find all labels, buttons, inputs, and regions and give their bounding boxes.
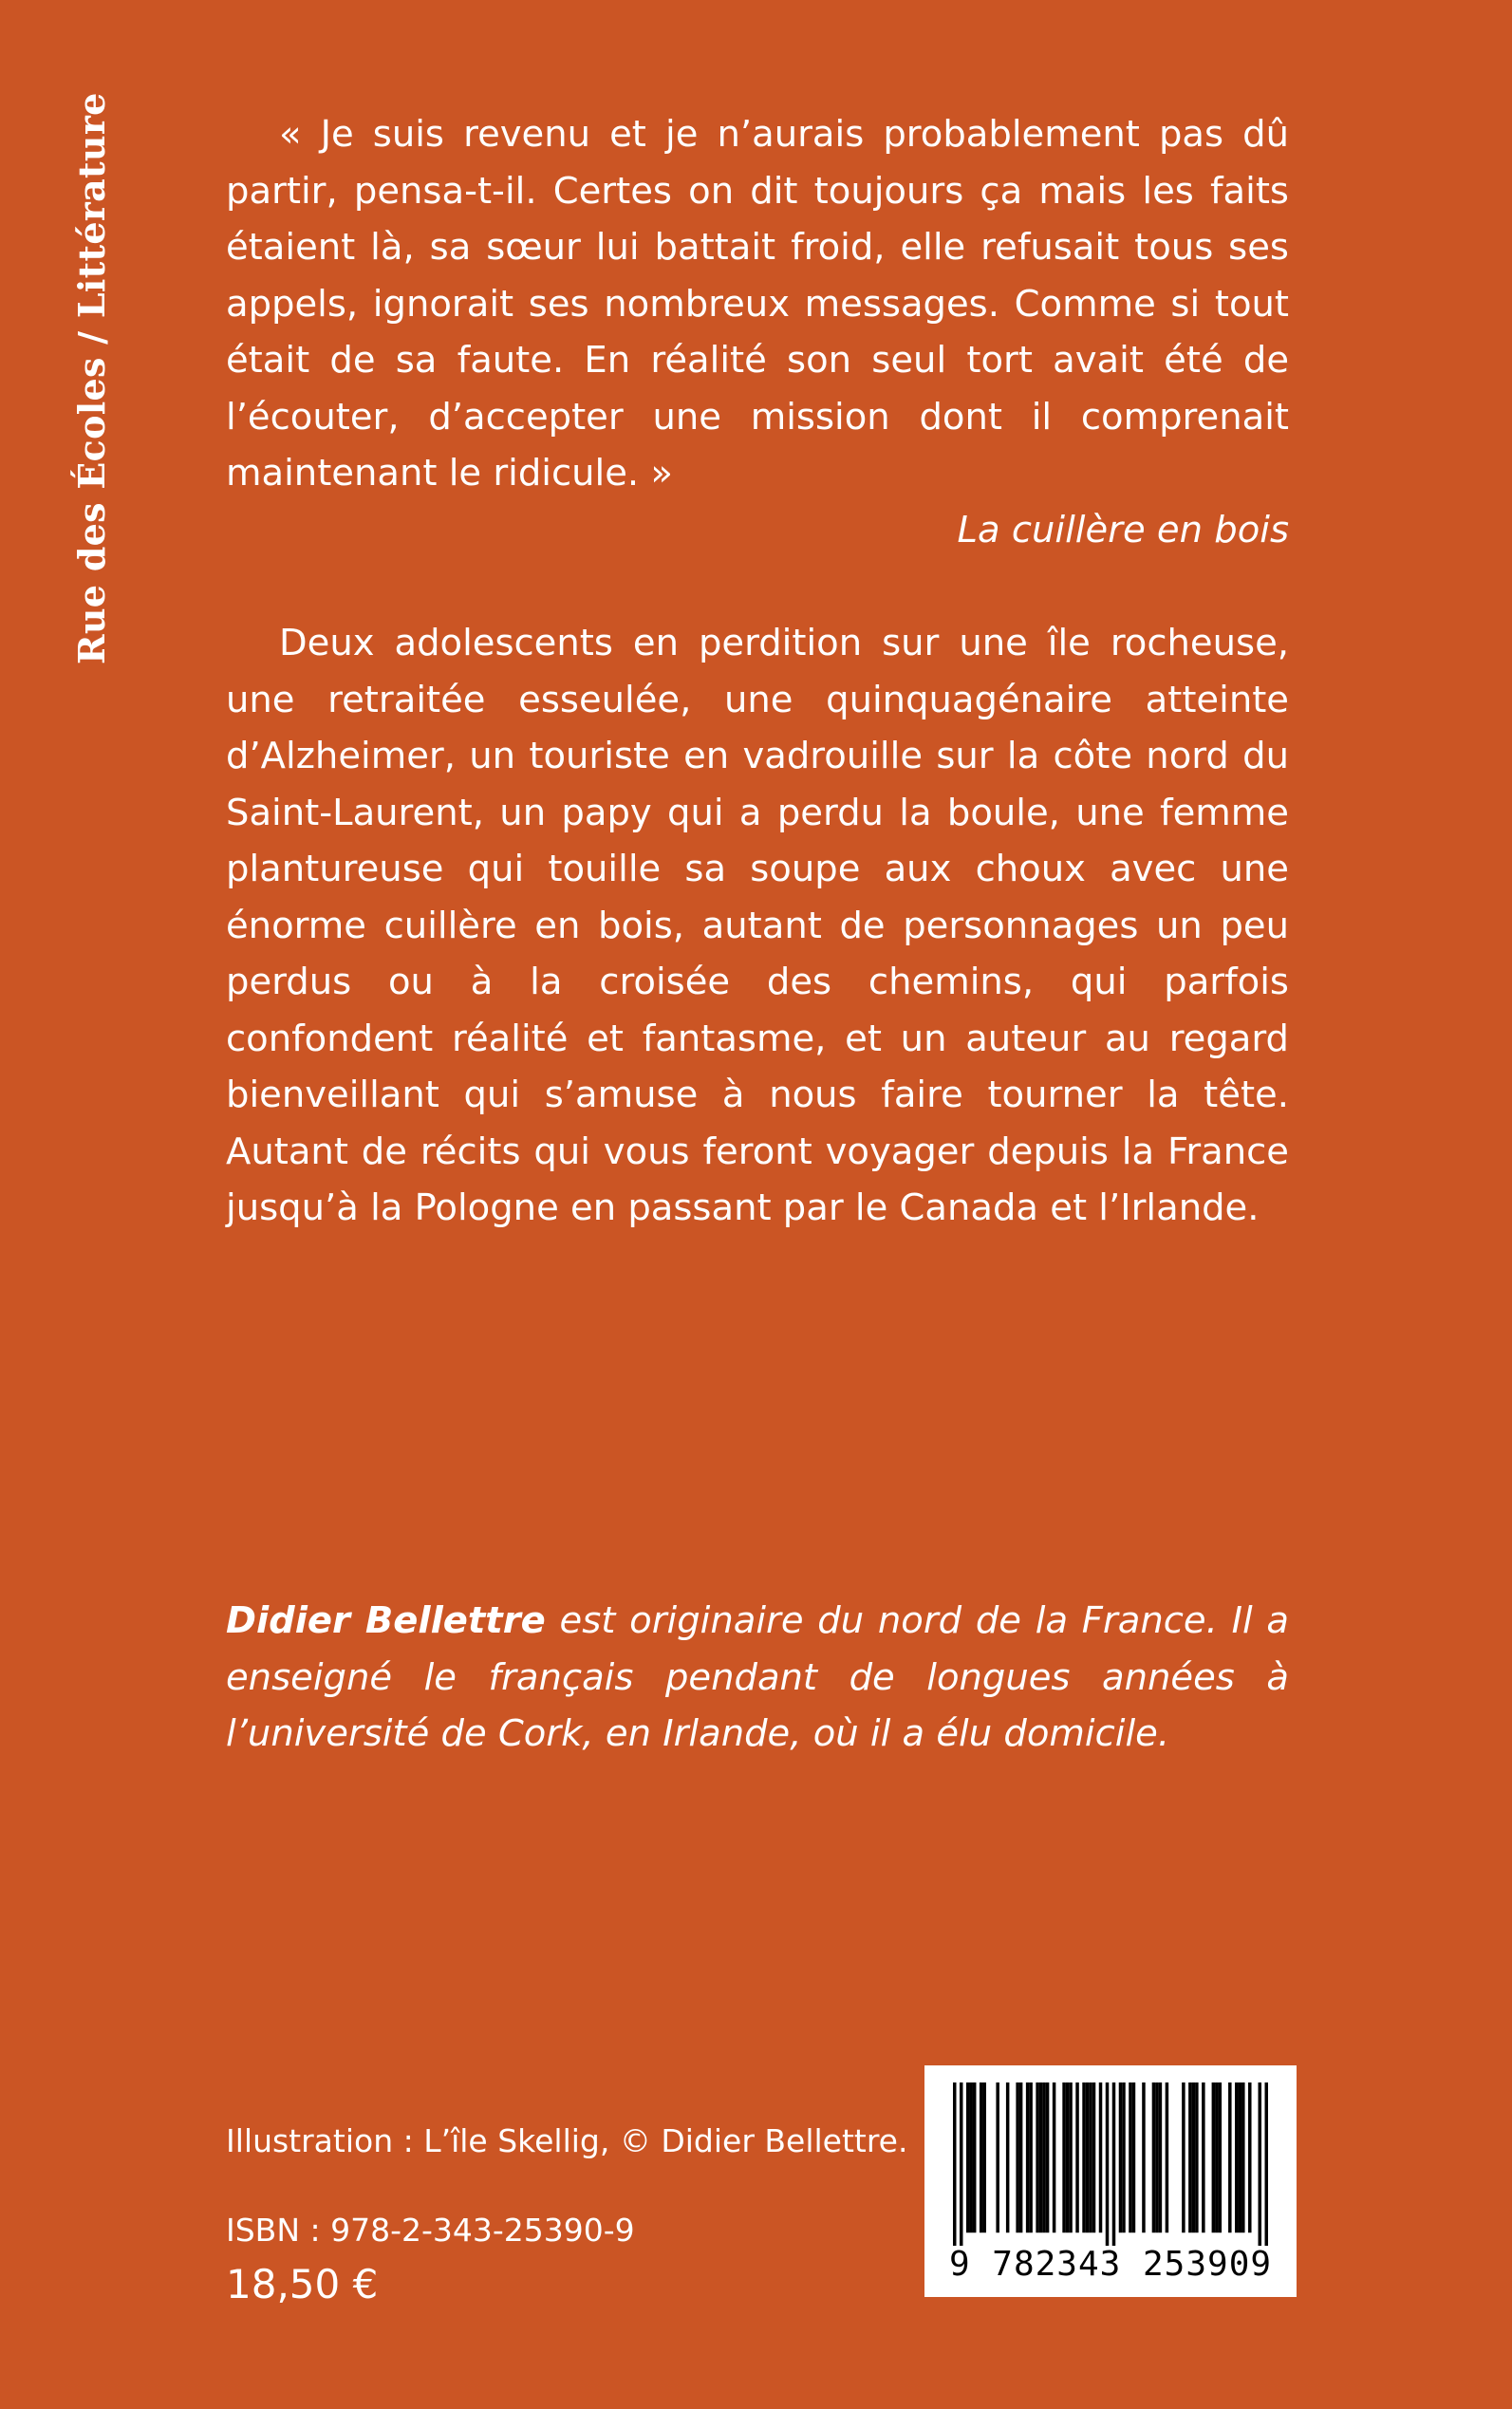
book-summary: Deux adolescents en perdition sur une île rocheuse, une retraitée esseulée, une quinquagénaire atteinte d’Alzheimer, un touriste en vadrouille sur la côte nord du Saint-Laurent, un papy qui a perdu la boule, une femme plantureuse qui touille sa soupe aux choux avec une énorme cuillère en bois, autant de personnages un peu perdus ou à la croisée des chemins, qui parfois confondent réalité et fantasme, et un auteur au regard bienveillant qui s’amuse à nous faire tourner la tête. Autant de récits qui vous feront voyager depuis la France jusqu’à la Pologne en passant par le Canada et l’Irlande.	[226, 622, 1289, 1229]
barcode-bars	[953, 2082, 1268, 2246]
barcode-bar	[1053, 2082, 1055, 2232]
barcode-bar	[1046, 2082, 1049, 2232]
barcode-bar	[1006, 2082, 1009, 2232]
barcode-bar	[1212, 2082, 1215, 2232]
price: 18,50 €	[226, 2261, 379, 2307]
barcode-bar	[1099, 2082, 1102, 2232]
barcode-bar	[1248, 2082, 1251, 2232]
excerpt-source: La cuillère en bois	[957, 508, 1289, 551]
barcode-bar	[953, 2082, 956, 2246]
barcode-bar	[1019, 2082, 1022, 2232]
barcode-bar	[1026, 2082, 1029, 2232]
barcode-bar	[1192, 2082, 1195, 2232]
barcode-bar	[982, 2082, 985, 2232]
collection-title: Rue des Écoles / Littérature	[70, 92, 113, 664]
barcode-bar	[1106, 2082, 1109, 2246]
back-cover-text	[226, 106, 1289, 1237]
barcode-bar	[1016, 2082, 1018, 2232]
barcode-bar	[996, 2082, 999, 2232]
excerpt-quote: « Je suis revenu et je n’aurais probablement pas dû partir, pensa-t-il. Certes on dit toujours ça mais les faits étaient là, sa sœur lui battait froid, elle refusait tous ses appels, ignorait ses nombreux messages. Comme si tout était de sa faute. En réalité son seul tort avait été de l’écouter, d’accepter une mission dont il comprenait maintenant le ridicule. »	[226, 113, 1289, 495]
barcode-bar	[1132, 2082, 1135, 2232]
barcode-bar	[1241, 2082, 1244, 2232]
author-name: Didier Bellettre	[226, 1599, 546, 1642]
barcode-bar	[1089, 2082, 1092, 2232]
barcode-bar	[1235, 2082, 1238, 2232]
barcode-bar	[1069, 2082, 1072, 2232]
barcode-bar	[966, 2082, 969, 2232]
barcode-bar	[1082, 2082, 1085, 2232]
barcode-bar	[1265, 2082, 1268, 2246]
barcode-bar	[1155, 2082, 1158, 2232]
author-bio-text: est originaire du nord de la France. Il a enseigné le français pendant de longues années à l’université de Cork, en Irlande, où il a élu domicile.	[226, 1599, 1289, 1755]
barcode-bar	[980, 2082, 982, 2232]
barcode-bar	[1182, 2082, 1185, 2232]
barcode-bar	[1195, 2082, 1198, 2232]
barcode	[924, 2065, 1297, 2297]
barcode-bar	[1239, 2082, 1241, 2232]
barcode-bar	[1142, 2082, 1145, 2232]
barcode-bar	[1122, 2082, 1125, 2232]
barcode-bar	[1188, 2082, 1191, 2232]
barcode-bar	[1129, 2082, 1131, 2232]
barcode-bar	[1119, 2082, 1122, 2232]
barcode-bar	[1075, 2082, 1078, 2232]
illustration-credit: Illustration : L’île Skellig, © Didier Bellettre.	[226, 2122, 908, 2159]
spacer	[226, 558, 1289, 615]
barcode-bar	[1062, 2082, 1065, 2232]
barcode-bar	[1159, 2082, 1162, 2232]
barcode-bar	[1219, 2082, 1222, 2232]
barcode-bar	[1092, 2082, 1095, 2232]
barcode-bar	[1228, 2082, 1231, 2232]
barcode-digits: 9 782343 253909	[948, 2245, 1273, 2284]
barcode-bar	[1036, 2082, 1038, 2232]
barcode-bar	[1112, 2082, 1115, 2246]
isbn: ISBN : 978-2-343-25390-9	[226, 2212, 635, 2249]
barcode-bar	[960, 2082, 962, 2246]
barcode-bar	[1166, 2082, 1168, 2232]
barcode-bar	[1086, 2082, 1089, 2232]
barcode-bar	[1259, 2082, 1261, 2246]
barcode-bar	[1039, 2082, 1042, 2232]
barcode-bar	[1042, 2082, 1045, 2232]
author-bio	[226, 1593, 1289, 1763]
barcode-bar	[1215, 2082, 1218, 2232]
barcode-bar	[1152, 2082, 1155, 2232]
barcode-bar	[1202, 2082, 1204, 2232]
barcode-bar	[1029, 2082, 1032, 2232]
barcode-bar	[969, 2082, 972, 2232]
barcode-bar	[1066, 2082, 1069, 2232]
barcode-bar	[973, 2082, 976, 2232]
